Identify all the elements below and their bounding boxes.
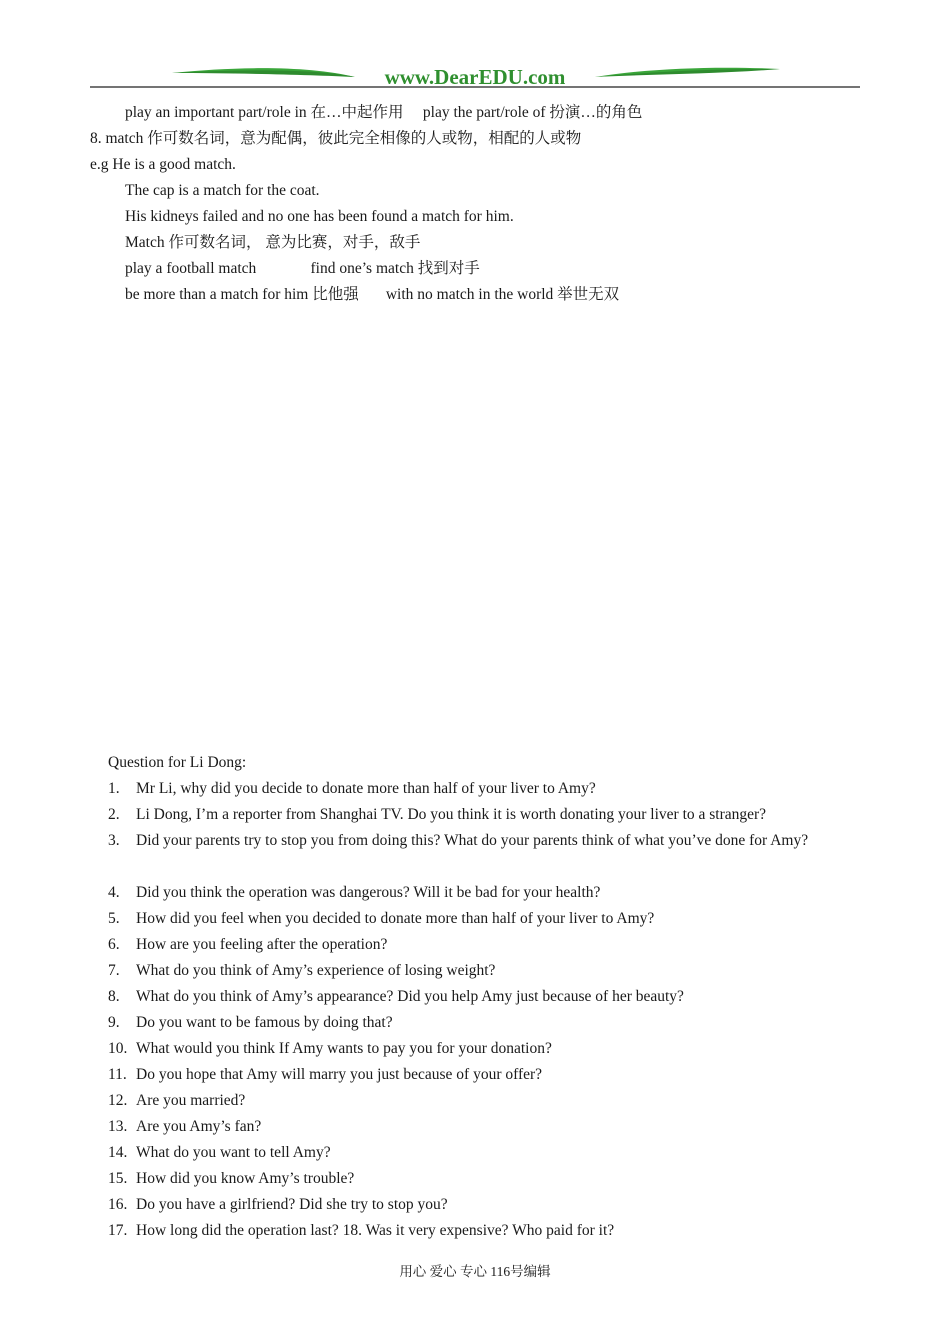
question-item: 9. Do you want to be famous by doing that? xyxy=(108,1014,393,1031)
question-item: 3. Did your parents try to stop you from doing this? What do your parents think of what you’ve done for Amy? xyxy=(108,832,809,849)
note-line: play a football match find one’s match 找到对手 xyxy=(125,260,480,277)
note-line: be more than a match for him 比他强 with no match in the world 举世无双 xyxy=(125,286,620,303)
dearedu-logo xyxy=(90,60,860,90)
question-item: 5. How did you feel when you decided to donate more than half of your liver to Amy? xyxy=(108,910,655,927)
site-header xyxy=(90,60,860,90)
page-footer: 用心 爱心 专心 116号编辑 xyxy=(399,1264,551,1279)
question-item: 1. Mr Li, why did you decide to donate more than half of your liver to Amy? xyxy=(108,780,596,797)
question-item: 13. Are you Amy’s fan? xyxy=(108,1118,262,1135)
question-item: 15. How did you know Amy’s trouble? xyxy=(108,1170,355,1187)
questions-title: Question for Li Dong: xyxy=(108,754,247,771)
note-line: e.g He is a good match. xyxy=(90,156,236,173)
question-item: 7. What do you think of Amy’s experience of losing weight? xyxy=(108,962,496,979)
logo-text: www.DearEDU.com xyxy=(384,65,566,89)
question-item: 11. Do you hope that Amy will marry you just because of your offer? xyxy=(108,1066,543,1083)
question-item: 6. How are you feeling after the operation? xyxy=(108,936,388,953)
question-item: 17. How long did the operation last? 18. Was it very expensive? Who paid for it? xyxy=(108,1222,615,1239)
note-line: 8. match 作可数名词，意为配偶，彼此完全相像的人或物，相配的人或物 xyxy=(90,130,582,147)
note-line: Match 作可数名词， 意为比赛，对手，敌手 xyxy=(125,234,421,251)
note-line: The cap is a match for the coat. xyxy=(125,182,320,199)
question-item: 2. Li Dong, I’m a reporter from Shanghai TV. Do you think it is worth donating your liver to a stranger? xyxy=(108,806,767,823)
note-line: His kidneys failed and no one has been found a match for him. xyxy=(125,208,514,225)
question-item: 10. What would you think If Amy wants to pay you for your donation? xyxy=(108,1040,552,1057)
question-item: 14. What do you want to tell Amy? xyxy=(108,1144,331,1161)
note-line: play an important part/role in 在…中起作用 play the part/role of 扮演…的角色 xyxy=(125,104,643,121)
question-item: 12. Are you married? xyxy=(108,1092,246,1109)
question-item: 16. Do you have a girlfriend? Did she try to stop you? xyxy=(108,1196,448,1213)
question-item: 8. What do you think of Amy’s appearance? Did you help Amy just because of her beauty? xyxy=(108,988,684,1005)
question-item: 4. Did you think the operation was dangerous? Will it be bad for your health? xyxy=(108,884,601,901)
